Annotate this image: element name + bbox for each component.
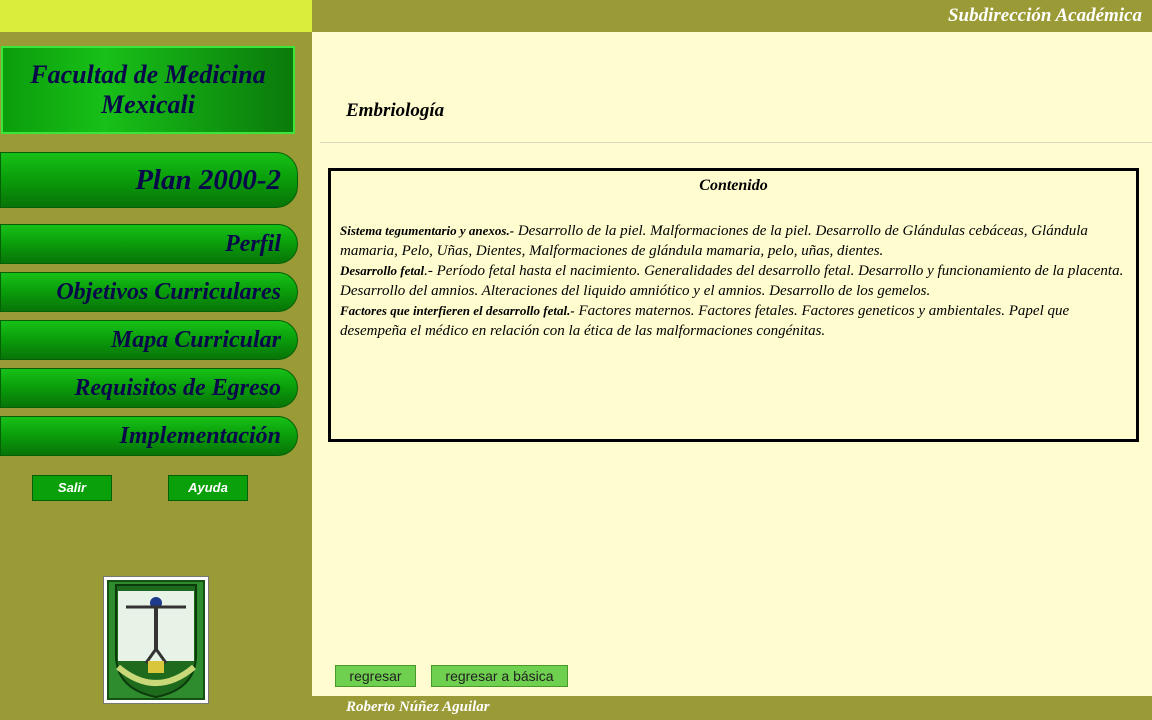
section-body: Factores maternos. Factores fetales. Factores geneticos y ambientales. Papel que desempeña el médico en relación con la ética de las malformaciones congénitas.: [340, 303, 1070, 339]
content-heading: Contenido: [699, 177, 768, 194]
nav-plan-2000-2[interactable]: Plan 2000-2: [0, 152, 298, 208]
nav-objetivos-curriculares[interactable]: Objetivos Curriculares: [0, 272, 298, 312]
content-text: [340, 221, 1130, 341]
section-term: Desarrollo fetal: [340, 263, 425, 278]
header-title: Subdirección Académica: [947, 5, 1142, 26]
top-bar-accent: [0, 0, 312, 32]
faculty-campus: Mexicali: [101, 90, 195, 119]
faculty-name: Facultad de Medicina: [30, 60, 266, 89]
content-box: [328, 168, 1139, 442]
nav-implementacion[interactable]: Implementación: [0, 416, 298, 456]
back-button[interactable]: regresar: [335, 665, 416, 687]
page-title: Embriología: [346, 100, 445, 121]
university-seal-icon: [104, 577, 208, 703]
nav-requisitos-de-egreso[interactable]: Requisitos de Egreso: [0, 368, 298, 408]
help-button[interactable]: Ayuda: [168, 475, 248, 501]
faculty-banner: [1, 46, 295, 134]
author-name: Roberto Núñez Aguilar: [346, 699, 490, 715]
section-term: Sistema tegumentario y anexos.-: [340, 223, 515, 238]
university-logo: [103, 576, 209, 704]
exit-button[interactable]: Salir: [32, 475, 112, 501]
section-term: Factores que interfieren el desarrollo fetal.-: [340, 303, 575, 318]
divider: [320, 142, 1152, 143]
section-body: .- Período fetal hasta el nacimiento. Generalidades del desarrollo fetal. Desarrollo y funcionamiento de la placenta. Desarrollo del amnios. Alteraciones del liquido amniótico y el amnios. Desarrollo de los gemelos.: [340, 263, 1124, 299]
section-body: Desarrollo de la piel. Malformaciones de la piel. Desarrollo de Glándulas cebáceas, Glándula mamaria, Pelo, Uñas, Dientes, Malformaciones de glándula mamaria, pelo, uñas, dientes.: [340, 223, 1088, 259]
back-to-basic-button[interactable]: regresar a básica: [431, 665, 568, 687]
nav-perfil[interactable]: Perfil: [0, 224, 298, 264]
nav-mapa-curricular[interactable]: Mapa Curricular: [0, 320, 298, 360]
